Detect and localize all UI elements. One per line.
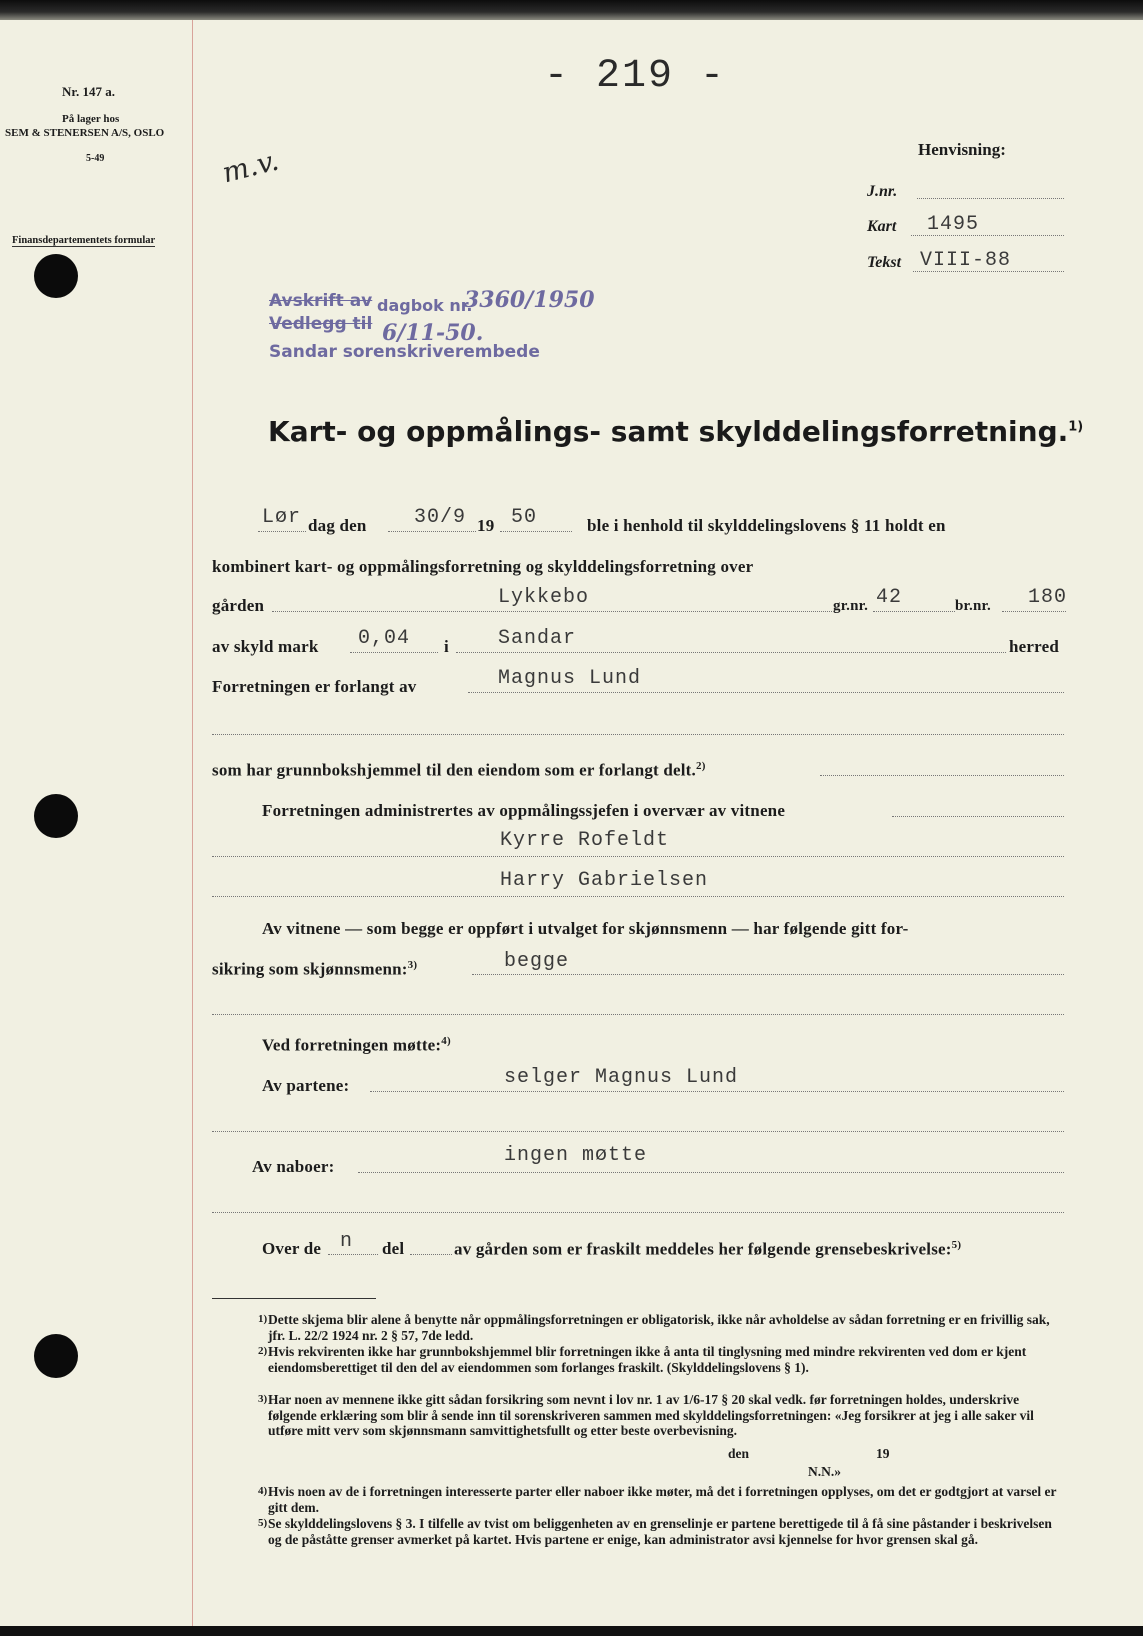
over-line-2 xyxy=(410,1254,452,1255)
line2-text: kombinert kart- og oppmålingsforretning og skylddelingsforretning over xyxy=(212,557,754,576)
kart-line xyxy=(911,235,1064,236)
year-value: 50 xyxy=(511,506,538,529)
weekday-value: Lør xyxy=(262,506,302,529)
weekday-line xyxy=(258,531,306,532)
herred-line xyxy=(456,652,1006,653)
footnote-3-den: den xyxy=(728,1446,750,1461)
garden-label: gården xyxy=(212,596,265,615)
over-rest-label: av gården som er fraskilt meddeles her følgende grensebeskrivelse: xyxy=(454,1239,952,1259)
kart-label: Kart xyxy=(867,218,897,235)
over-del: del xyxy=(382,1239,405,1258)
form-formular: Finansdepartementets formular xyxy=(12,235,156,246)
grunnbok-footnote-ref: 2) xyxy=(696,760,706,772)
vitne-line1: Av vitnene — som begge er oppført i utvalget for skjønnsmenn — har følgende gitt for- xyxy=(262,919,909,938)
admin-line xyxy=(892,816,1064,817)
naboer-value: ingen møtte xyxy=(504,1144,648,1167)
mote-text xyxy=(262,1035,451,1056)
date-value: 30/9 xyxy=(414,506,467,529)
grnr-line xyxy=(873,611,955,612)
footnote-5: Se skylddelingslovens § 3. I tilfelle av tvist om beliggenheten av en grenselinje er partene berettigede til å få sine påstander i beskrivelsen og de påståtte grenser avmerket på kartet. Hvis partene er enige, kan administrator avsi kjennelse for hvor grensen skal gå. xyxy=(268,1516,1052,1547)
admin-text: Forretningen administrertes av oppmålingssjefen i overvær av vitnene xyxy=(262,801,786,820)
herred-value: Sandar xyxy=(498,627,577,650)
skyld-line xyxy=(350,652,438,653)
grnr-label: gr.nr. xyxy=(833,598,869,614)
henvisning-heading: Henvisning: xyxy=(918,140,1006,159)
footnote-3-num: 3) xyxy=(258,1393,268,1405)
mote-footnote-ref: 4) xyxy=(441,1035,451,1047)
witness-2: Harry Gabrielsen xyxy=(500,869,709,892)
grunnbok-text xyxy=(212,760,706,781)
form-edition: 5-49 xyxy=(86,153,105,164)
witness-1: Kyrre Rofeldt xyxy=(500,829,670,852)
over-line-1 xyxy=(328,1254,378,1255)
brnr-value: 180 xyxy=(1028,586,1068,609)
page-number: - 219 - xyxy=(544,54,727,99)
tekst-line xyxy=(913,271,1064,272)
forlangt-label: Forretningen er forlangt av xyxy=(212,677,417,696)
stamp-office: Sandar sorenskriverembede xyxy=(269,342,540,362)
tekst-label: Tekst xyxy=(867,254,902,271)
stamp-avskrift: Avskrift av xyxy=(269,291,373,311)
partene-label: Av partene: xyxy=(262,1076,350,1095)
form-number: Nr. 147 a. xyxy=(62,84,115,99)
line1-rest: ble i henhold til skylddelingslovens § 11 holdt en xyxy=(587,516,946,535)
blank-line-4 xyxy=(212,1212,1064,1213)
kart-value: 1495 xyxy=(927,213,980,236)
mote-label: Ved forretningen møtte: xyxy=(262,1035,442,1055)
footnote-1-num: 1) xyxy=(258,1313,268,1325)
footnote-2: Hvis rekvirenten ikke har grunnbokshjemmel blir forretningen ikke å anta til tinglysning med mindre rekvirenten ved dom er kjent eiendomsberettiget til den del av eiendommen som forlanges fraskilt. (Skylddelingslovens § 1). xyxy=(268,1344,1027,1375)
title-footnote-ref: 1) xyxy=(1068,419,1084,435)
footnote-3: Har noen av mennene ikke gitt sådan forsikring som nevnt i lov nr. 1 av 1/6-17 § 20 skal vedk. før forretningen holdes, underskrive følgende erklæring som blir å sende inn til sorenskriveren sammen med skylddelingsforretningen: «Jeg forsikrer at jeg i alle saker vil utføre mitt verv som skjønnsmann samvittighetsfullt og etter beste overbevisning. xyxy=(268,1392,1034,1438)
punch-hole xyxy=(34,1334,78,1378)
garden-line xyxy=(272,611,832,612)
witness-1-line xyxy=(212,856,1064,857)
brnr-label: br.nr. xyxy=(955,598,991,614)
footnote-3-signature: N.N.» xyxy=(808,1464,841,1479)
punch-hole xyxy=(34,794,78,838)
year-prefix: 19 xyxy=(477,516,495,535)
footnote-separator xyxy=(212,1298,376,1299)
grunnbok-line xyxy=(820,775,1064,776)
margin-rule xyxy=(192,20,193,1626)
form-stock-line2: SEM & STENERSEN A/S, OSLO xyxy=(5,127,165,139)
naboer-label: Av naboer: xyxy=(252,1157,335,1176)
garden-value: Lykkebo xyxy=(498,586,590,609)
tekst-value: VIII-88 xyxy=(920,249,1012,272)
year-line xyxy=(500,531,572,532)
scan-top-edge xyxy=(0,0,1143,20)
over-value: n xyxy=(340,1230,354,1253)
forlangt-line xyxy=(468,692,1064,693)
vitne-value: begge xyxy=(504,950,570,973)
jnr-line xyxy=(917,198,1064,199)
stamp-dagbok: dagbok nr. xyxy=(377,296,473,315)
document-title xyxy=(268,415,1083,448)
initials: m.v. xyxy=(218,143,283,190)
blank-line xyxy=(212,734,1064,735)
footnote-2-num: 2) xyxy=(258,1345,268,1357)
i-label: i xyxy=(444,637,449,656)
footnote-4: Hvis noen av de i forretningen interesserte parter eller naboer ikke møter, må det i forretningen opplyses, om det er godtgjort at varsel er gitt dem. xyxy=(268,1484,1057,1515)
witness-2-line xyxy=(212,896,1064,897)
punch-hole xyxy=(34,254,78,298)
stamp-vedlegg-date: 6/11-50. xyxy=(382,320,484,346)
over-prefix: Over de xyxy=(262,1239,322,1258)
forlangt-value: Magnus Lund xyxy=(498,667,642,690)
brnr-line xyxy=(1002,611,1066,612)
form-stock-line1: På lager hos xyxy=(62,113,120,125)
footnote-4-num: 4) xyxy=(258,1485,268,1497)
jnr-label: J.nr. xyxy=(867,183,898,200)
blank-line-3 xyxy=(212,1131,1064,1132)
grnr-value: 42 xyxy=(876,586,903,609)
skyld-value: 0,04 xyxy=(358,627,411,650)
over-rest xyxy=(454,1239,961,1260)
vitne-line2 xyxy=(212,959,417,980)
stamp-dagbok-number: 3360/1950 xyxy=(464,287,595,313)
footnote-3-year: 19 xyxy=(876,1446,890,1461)
skyld-label: av skyld mark xyxy=(212,637,319,656)
blank-line-2 xyxy=(212,1014,1064,1015)
over-footnote-ref: 5) xyxy=(951,1239,962,1251)
date-line xyxy=(388,531,476,532)
vitne-label: sikring som skjønnsmenn: xyxy=(212,959,408,979)
stamp-vedlegg: Vedlegg til xyxy=(269,314,373,334)
title-text: Kart- og oppmålings- samt skylddelingsforretning. xyxy=(268,415,1069,448)
footnote-5-num: 5) xyxy=(258,1517,268,1529)
partene-line xyxy=(370,1091,1064,1092)
grunnbok-label: som har grunnbokshjemmel til den eiendom som er forlangt delt. xyxy=(212,760,696,780)
footnote-1: Dette skjema blir alene å benytte når oppmålingsforretningen er obligatorisk, ikke når avholdelse av sådan forretning er en frivillig sak, jfr. L. 22/2 1924 nr. 2 § 57, 7de ledd. xyxy=(268,1312,1050,1343)
naboer-line xyxy=(358,1172,1064,1173)
scan-bottom-edge xyxy=(0,1626,1143,1636)
herred-label: herred xyxy=(1009,637,1059,656)
vitne-line xyxy=(472,974,1064,975)
partene-value: selger Magnus Lund xyxy=(504,1066,739,1089)
dag-den-label: dag den xyxy=(308,516,367,535)
vitne-footnote-ref: 3) xyxy=(407,959,418,971)
